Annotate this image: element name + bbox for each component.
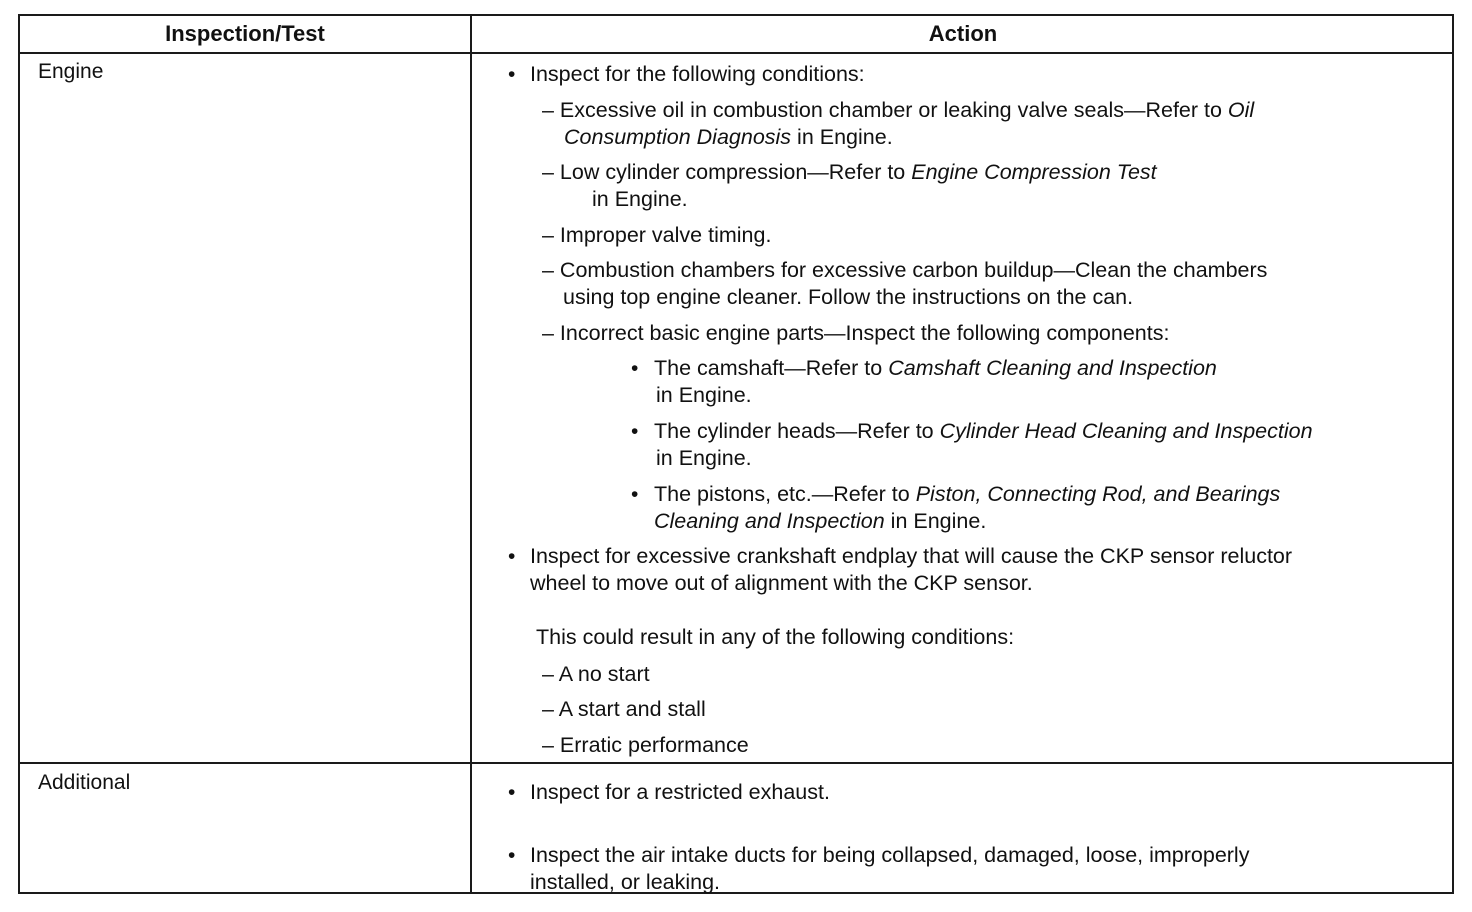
engine-cond-1: – Excessive oil in combustion chamber or leaking valve seals—Refer to Oil	[542, 98, 1255, 122]
bullet-glyph: •	[508, 63, 516, 86]
bullet-glyph: •	[508, 781, 516, 804]
header-action: Action	[928, 21, 998, 46]
header-divider	[20, 52, 1452, 54]
bullet-glyph: •	[631, 420, 639, 443]
engine-sub-3-cont: Cleaning and Inspection in Engine.	[654, 509, 987, 533]
engine-sub-1: The camshaft—Refer to Camshaft Cleaning and Inspection	[654, 356, 1217, 380]
engine-sub-2: The cylinder heads—Refer to Cylinder Head Cleaning and Inspection	[654, 419, 1313, 443]
engine-cond-2: – Low cylinder compression—Refer to Engine Compression Test	[542, 160, 1157, 184]
engine-result-2: – A start and stall	[542, 697, 706, 721]
row-divider	[20, 762, 1452, 764]
bullet-glyph: •	[508, 844, 516, 867]
engine-cond-1-cont: Consumption Diagnosis in Engine.	[564, 125, 893, 149]
header-inspection-test: Inspection/Test	[165, 21, 325, 46]
engine-bullet-1: Inspect for the following conditions:	[530, 62, 865, 86]
bullet-glyph: •	[631, 357, 639, 380]
engine-cond-3: – Improper valve timing.	[542, 223, 772, 247]
bullet-glyph: •	[508, 545, 516, 568]
engine-sub-3: The pistons, etc.—Refer to Piston, Connecting Rod, and Bearings	[654, 482, 1281, 506]
row-label-engine: Engine	[38, 60, 104, 83]
engine-sub-1-cont: in Engine.	[656, 383, 752, 407]
engine-bullet-2-cont: wheel to move out of alignment with the CKP sensor.	[530, 571, 1033, 595]
engine-sub-2-cont: in Engine.	[656, 446, 752, 470]
engine-result-3: – Erratic performance	[542, 733, 749, 757]
diagnostic-table	[18, 14, 1454, 894]
engine-cond-4: – Combustion chambers for excessive carbon buildup—Clean the chambers	[542, 258, 1268, 282]
engine-cond-5: – Incorrect basic engine parts—Inspect the following components:	[542, 321, 1170, 345]
additional-bullet-1: Inspect for a restricted exhaust.	[530, 780, 830, 804]
bullet-glyph: •	[631, 483, 639, 506]
engine-bullet-2: Inspect for excessive crankshaft endplay that will cause the CKP sensor reluctor	[530, 544, 1293, 568]
additional-bullet-2-cont: installed, or leaking.	[530, 870, 721, 894]
engine-result-1: – A no start	[542, 662, 650, 686]
engine-cond-2-cont: in Engine.	[592, 187, 688, 211]
engine-result-intro: This could result in any of the following conditions:	[536, 625, 1015, 649]
row-label-additional: Additional	[38, 771, 131, 794]
additional-bullet-2: Inspect the air intake ducts for being collapsed, damaged, loose, improperly	[530, 843, 1250, 867]
column-divider	[470, 16, 472, 892]
engine-cond-4-cont: using top engine cleaner. Follow the instructions on the can.	[563, 285, 1134, 309]
